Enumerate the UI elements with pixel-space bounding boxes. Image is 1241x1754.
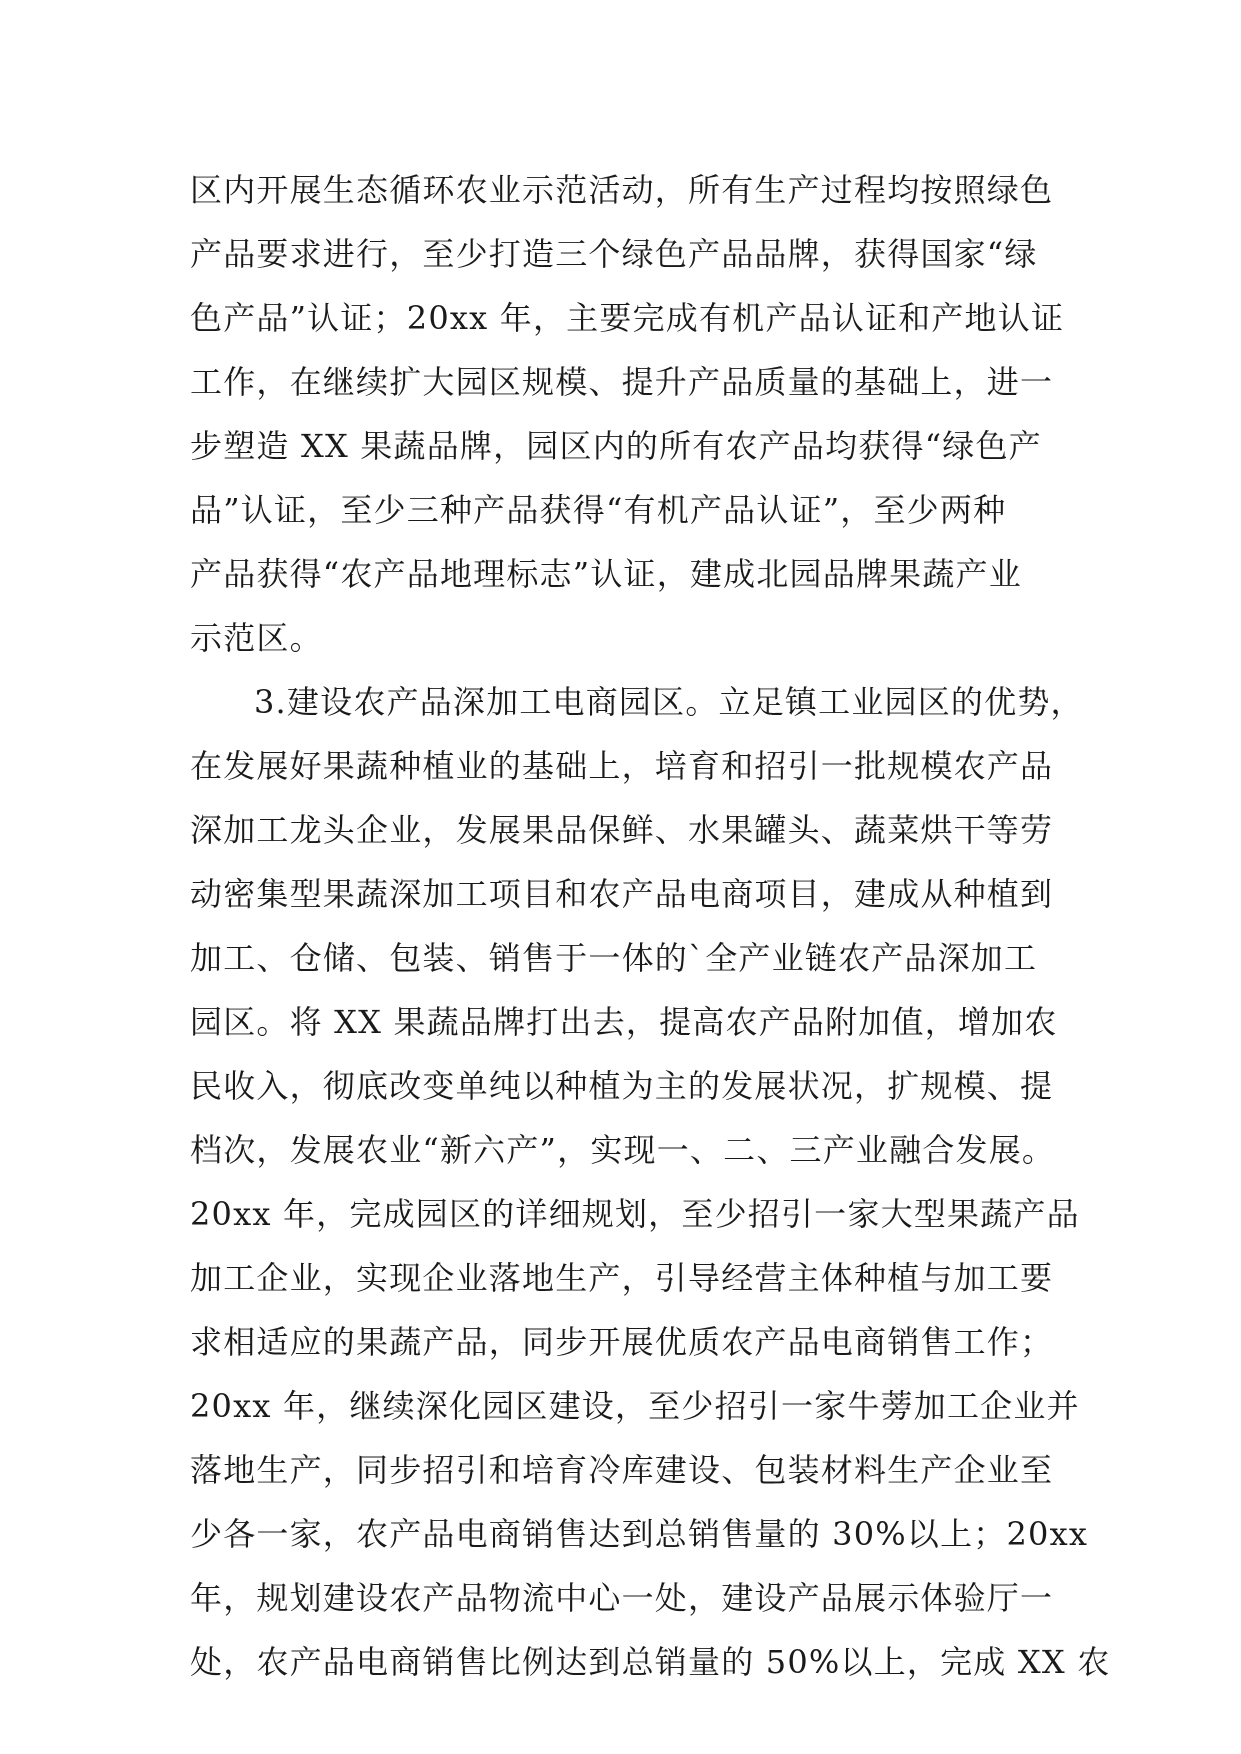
text-line: 动密集型果蔬深加工项目和农产品电商项目，建成从种植到: [190, 875, 1054, 913]
text-line: 求相适应的果蔬产品，同步开展优质农产品电商销售工作；: [190, 1323, 1054, 1361]
text-line: 20xx 年，继续深化园区建设，至少招引一家牛蒡加工企业并: [190, 1387, 1080, 1425]
text-line: 加工、仓储、包装、销售于一体的`全产业链农产品深加工: [190, 939, 1038, 977]
text-line: 年，规划建设农产品物流中心一处，建设产品展示体验厅一: [190, 1579, 1054, 1617]
text-line: 少各一家，农产品电商销售达到总销售量的 30%以上；20xx: [190, 1515, 1089, 1553]
text-line: 深加工龙头企业，发展果品保鲜、水果罐头、蔬菜烘干等劳: [190, 811, 1054, 849]
text-line: 民收入，彻底改变单纯以种植为主的发展状况，扩规模、提: [190, 1067, 1054, 1105]
text-line: 加工企业，实现企业落地生产，引导经营主体种植与加工要: [190, 1259, 1054, 1297]
text-line: 园区。将 XX 果蔬品牌打出去，提高农产品附加值，增加农: [190, 1003, 1058, 1041]
body-text: [190, 158, 1111, 1694]
text-line: 落地生产，同步招引和培育冷库建设、包装材料生产企业至: [190, 1451, 1054, 1489]
text-line: 品”认证，至少三种产品获得“有机产品认证”，至少两种: [190, 491, 1007, 529]
text-line: 步塑造 XX 果蔬品牌，园区内的所有农产品均获得“绿色产: [190, 427, 1042, 465]
text-line: 示范区。: [190, 619, 323, 657]
text-line: 区内开展生态循环农业示范活动，所有生产过程均按照绿色: [190, 171, 1054, 209]
section-heading-line: 3.建设农产品深加工电商园区。立足镇工业园区的优势，: [254, 683, 1084, 721]
text-line: 档次，发展农业“新六产”，实现一、二、三产业融合发展。: [190, 1131, 1056, 1169]
text-line: 处，农产品电商销售比例达到总销量的 50%以上，完成 XX 农: [190, 1643, 1111, 1681]
text-line: 20xx 年，完成园区的详细规划，至少招引一家大型果蔬产品: [190, 1195, 1080, 1233]
text-line: 在发展好果蔬种植业的基础上，培育和招引一批规模农产品: [190, 747, 1054, 785]
text-line: 工作，在继续扩大园区规模、提升产品质量的基础上，进一: [190, 363, 1054, 401]
text-line: 产品要求进行，至少打造三个绿色产品品牌，获得国家“绿: [190, 235, 1038, 273]
text-line: 色产品”认证；20xx 年，主要完成有机产品认证和产地认证: [190, 299, 1065, 337]
text-line: 产品获得“农产品地理标志”认证，建成北园品牌果蔬产业: [190, 555, 1022, 593]
